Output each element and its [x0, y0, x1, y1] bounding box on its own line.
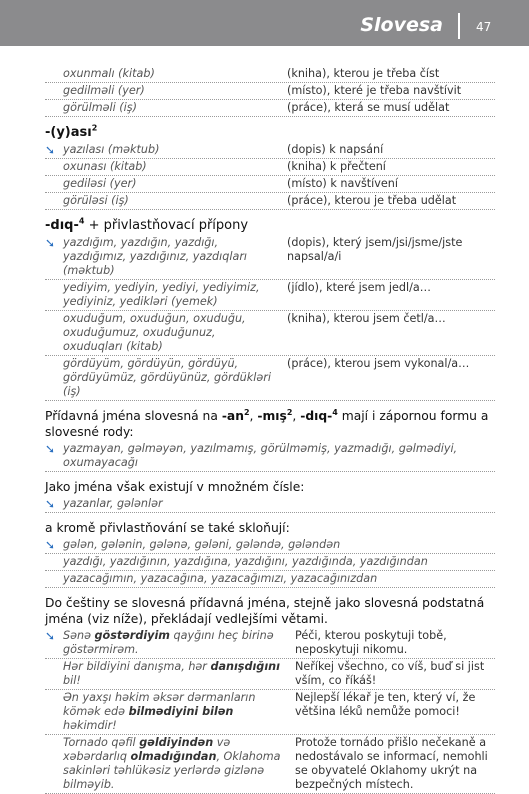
- cz-text: (místo), které je třeba navštívit: [287, 84, 462, 97]
- az-text: yazdığım, yazdığın, yazdığı, yazdığımız, yazdığınız, yazdıqları (məktub): [63, 236, 248, 277]
- arrow-down-right-icon: ➘: [45, 236, 56, 250]
- paragraph-translation: Do češtiny se slovesná přídavná jména, stejně jako slovesná podstatná jména (viz níže), překládají vedlejšími větami.: [45, 596, 485, 626]
- suffix-sup: 2: [286, 407, 293, 417]
- header-separator: [458, 13, 460, 39]
- table-row: [45, 100, 495, 117]
- table-row: [45, 83, 495, 100]
- cz-text: (dopis) k napsání: [287, 143, 384, 156]
- table-row: [45, 193, 495, 210]
- cz-text: (práce), která se musí udělat: [287, 101, 450, 114]
- table-row: [45, 176, 495, 193]
- suffix-text: -dıq-: [45, 218, 79, 233]
- az-text: Tornado qəfil: [63, 736, 140, 749]
- suffix-sup: 2: [91, 123, 98, 133]
- suffix-sup: 2: [243, 407, 250, 417]
- heading-rest: + přivlastňovací přípony: [84, 218, 249, 233]
- table-row: [45, 159, 495, 176]
- az-text: oxunmalı (kitab): [63, 67, 155, 80]
- suffix-text: -dıq-: [300, 409, 333, 423]
- suffix-text: -(y)ası: [45, 125, 92, 140]
- az-text: görülməli (iş): [63, 101, 137, 114]
- suffix-text: -an: [221, 409, 244, 423]
- examples-table: [45, 628, 495, 794]
- cz-text: (kniha), kterou jsem četl/a…: [287, 312, 446, 325]
- az-text: həkimdir!: [63, 719, 117, 732]
- az-text: qayğını heç birinə göstərmirəm.: [63, 629, 274, 656]
- para-text: mají i zápornou formu a slovesné rody:: [45, 409, 489, 439]
- az-text: , Oklahoma sakinləri təhlükəsiz yerlərdə gizlənə bilməyib.: [63, 750, 281, 791]
- cz-text: (práce), kterou je třeba udělat: [287, 194, 457, 207]
- paragraph-plural: Jako jména však existují v množném čísle:: [45, 480, 305, 494]
- az-text: gələn, gələnin, gələnə, gələni, gələndə, gələndən: [63, 538, 341, 551]
- table-row: [45, 628, 495, 659]
- table-row: [45, 659, 495, 690]
- page-content: [45, 66, 495, 794]
- table-row: [45, 496, 495, 513]
- page-number: 47: [476, 20, 492, 34]
- cz-text: (jídlo), které jsem jedl/a…: [287, 281, 431, 294]
- az-text: yazılası (məktub): [63, 143, 160, 156]
- section-2-heading: [45, 124, 495, 141]
- cz-text: (práce), kterou jsem vykonal/a…: [287, 357, 470, 370]
- cz-text: (místo) k navštívení: [287, 177, 398, 190]
- az-text: yazanlar, gələnlər: [63, 497, 163, 510]
- para-text: Přídavná jména slovesná na: [45, 409, 222, 423]
- section-3-heading: [45, 217, 495, 234]
- az-bold: göstərdiyim: [94, 629, 170, 642]
- az-text: Sənə: [63, 629, 95, 642]
- table-row: [45, 690, 495, 735]
- arrow-down-right-icon: ➘: [45, 143, 56, 157]
- section-3-table: [45, 235, 495, 401]
- az-bold: bilmədiyini bilən: [128, 705, 234, 718]
- table-row: [45, 571, 495, 588]
- cz-text: Nejlepší lékař je ten, který ví, že většina léků nemůže pomoci!: [295, 691, 476, 718]
- table-row: [45, 356, 495, 401]
- paragraph-declension: a kromě přivlastňování se také skloňují:: [45, 521, 290, 535]
- section-1-table: [45, 66, 495, 117]
- para-text: ,: [249, 409, 258, 423]
- az-text: görüləsi (iş): [63, 194, 129, 207]
- table-row: [45, 66, 495, 83]
- paragraph-negative-forms: [45, 408, 495, 440]
- table-row: [45, 735, 495, 794]
- arrow-down-right-icon: ➘: [45, 538, 56, 552]
- az-text: yazdığı, yazdığının, yazdığına, yazdığını, yazdığında, yazdığından: [63, 555, 428, 568]
- table-row: [45, 142, 495, 159]
- cz-text: Neříkej všechno, co víš, buď si jist vším, co říkáš!: [295, 660, 485, 687]
- table-row: [45, 311, 495, 356]
- arrow-down-right-icon: ➘: [45, 629, 56, 643]
- suffix-sup: 4: [78, 216, 85, 226]
- table-row: [45, 537, 495, 554]
- page-header: [0, 0, 529, 46]
- az-text: gördüyüm, gördüyün, gördüyü, gördüyümüz, gördüyünüz, gördükləri (iş): [63, 357, 271, 398]
- az-text: bil!: [63, 674, 81, 687]
- arrow-down-right-icon: ➘: [45, 442, 56, 456]
- suffix-text: -mış: [257, 409, 287, 423]
- cz-text: Péči, kterou poskytuji tobě, neposkytuji nikomu.: [295, 629, 447, 656]
- section-2-table: [45, 142, 495, 210]
- az-bold: danışdığını: [210, 660, 280, 673]
- az-text: Ən yaxşı həkim əksər dərmanların kömək edə: [63, 691, 256, 718]
- az-text: oxunası (kitab): [63, 160, 147, 173]
- az-text: yazmayan, gəlməyən, yazılmamış, görülməmiş, yazmadığı, gəlmədiyi, oxumayacağı: [63, 442, 458, 469]
- table-row: [45, 441, 495, 472]
- az-bold: olmadığından: [130, 750, 217, 763]
- chapter-title: Slovesa: [360, 14, 443, 36]
- az-text: və xəbərdarlıq: [63, 736, 231, 763]
- para-text: ,: [292, 409, 301, 423]
- az-text: yediyim, yediyin, yediyi, yediyimiz, yediyiniz, yedikləri (yemek): [63, 281, 260, 308]
- table-row: [45, 280, 495, 311]
- az-bold: gəldiyindən: [139, 736, 214, 749]
- cz-text: (dopis), který jsem/jsi/jsme/jste napsal/a/i: [287, 236, 463, 263]
- az-text: oxuduğum, oxuduğun, oxuduğu, oxuduğumuz, oxuduğunuz, oxuduqları (kitab): [63, 312, 246, 353]
- az-text: yazacağımın, yazacağına, yazacağımızı, yazacağınızdan: [63, 572, 378, 585]
- arrow-down-right-icon: ➘: [45, 497, 56, 511]
- table-row: [45, 554, 495, 571]
- az-text: Hər bildiyini danışma, hər: [63, 660, 211, 673]
- az-text: gedilməli (yer): [63, 84, 145, 97]
- cz-text: Protože tornádo přišlo nečekaně a nedostávalo se informací, nemohli se obyvatelé Oklahomy ukrýt na bezpečných místech.: [295, 736, 488, 791]
- az-text: gediləsi (yer): [63, 177, 137, 190]
- cz-text: (kniha) k přečtení: [287, 160, 386, 173]
- cz-text: (kniha), kterou je třeba číst: [287, 67, 440, 80]
- suffix-sup: 4: [332, 407, 338, 417]
- table-row: [45, 235, 495, 280]
